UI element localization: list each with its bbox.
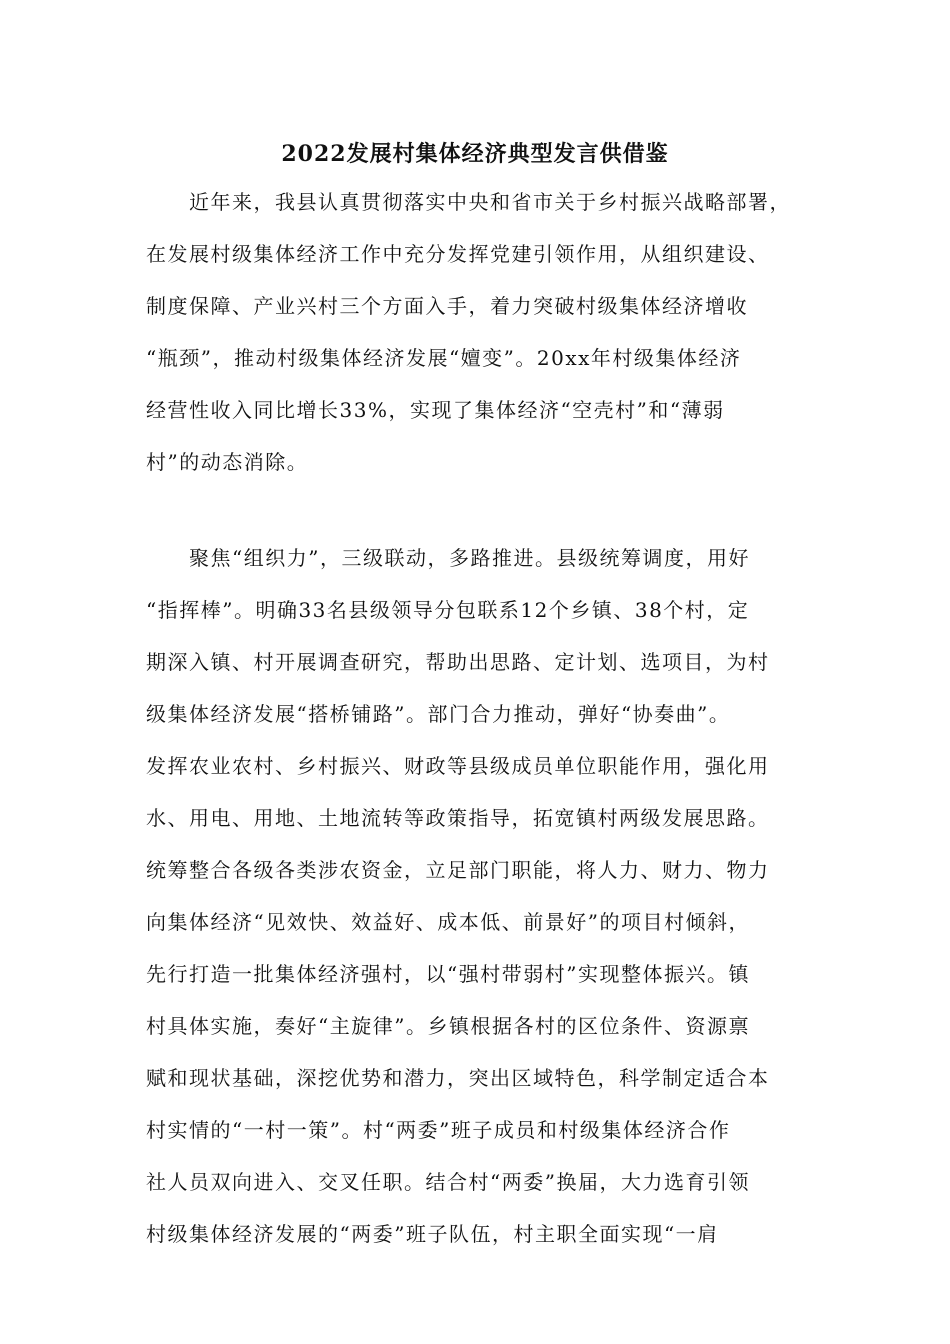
paragraph-1 [146, 176, 806, 488]
text-line: 水、用电、用地、土地流转等政策指导，拓宽镇村两级发展思路。 [146, 806, 770, 830]
text-line: 村具体实施，奏好“主旋律”。乡镇根据各村的区位条件、资源禀 [146, 1014, 750, 1038]
document-body [146, 176, 806, 1260]
text-line: 经营性收入同比增长33%，实现了集体经济“空壳村”和“薄弱 [146, 398, 725, 422]
text-line: “瓶颈”，推动村级集体经济发展“嬗变”。20xx年村级集体经济 [146, 346, 742, 370]
text-line: 村”的动态消除。 [146, 450, 309, 474]
text-line: 向集体经济“见效快、效益好、成本低、前景好”的项目村倾斜， [146, 910, 750, 934]
text-line: 聚焦“组织力”，三级联动，多路推进。县级统筹调度，用好 [146, 546, 750, 570]
document-title: 2022发展村集体经济典型发言供借鉴 [281, 141, 669, 167]
text-line: 制度保障、产业兴村三个方面入手，着力突破村级集体经济增收 [146, 294, 748, 318]
paragraph-spacer [146, 488, 806, 532]
paragraph-2 [146, 532, 806, 1260]
text-line: 村实情的“一村一策”。村“两委”班子成员和村级集体经济合作 [146, 1118, 731, 1142]
text-line: 村级集体经济发展的“两委”班子队伍，村主职全面实现“一肩 [146, 1222, 719, 1246]
text-line: 社人员双向进入、交叉任职。结合村“两委”换届，大力选育引领 [146, 1170, 750, 1194]
text-line: 赋和现状基础，深挖优势和潜力，突出区域特色，科学制定适合本 [146, 1066, 770, 1090]
text-line: 发挥农业农村、乡村振兴、财政等县级成员单位职能作用，强化用 [146, 754, 770, 778]
text-line: 近年来，我县认真贯彻落实中央和省市关于乡村振兴战略部署， [146, 190, 791, 214]
text-line: “指挥棒”。明确33名县级领导分包联系12个乡镇、38个村，定 [146, 598, 750, 622]
text-line: 期深入镇、村开展调查研究，帮助出思路、定计划、选项目，为村 [146, 650, 770, 674]
text-line: 级集体经济发展“搭桥铺路”。部门合力推动，弹好“协奏曲”。 [146, 702, 731, 726]
text-line: 统筹整合各级各类涉农资金，立足部门职能，将人力、财力、物力 [146, 858, 770, 882]
text-line: 在发展村级集体经济工作中充分发挥党建引领作用，从组织建设、 [146, 242, 770, 266]
text-line: 先行打造一批集体经济强村，以“强村带弱村”实现整体振兴。镇 [146, 962, 750, 986]
